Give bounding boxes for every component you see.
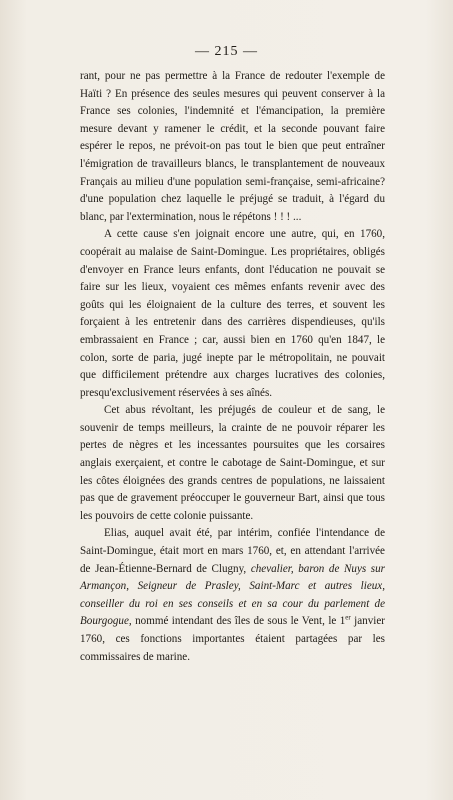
paragraph-1: rant, pour ne pas permettre à la France de redouter l'exemple de Haïti ? En présence des seules mesures qui peuvent conserver à la France ses colonies, l'indemnité et l'émancipation, la première mesure devant y ramener le crédit, et la seconde pouvant faire espérer le repos, ne prévoit-on pas tout le bien que peut entraîner l'émigration de travailleurs blancs, le transplantement de nouveaux Français au milieu d'une population semi-française, semi-africaine? d'une population chez laquelle le préjugé se traduit, à l'égard du blanc, par l'extermination, nous le répétons ! ! ! ... — [80, 70, 385, 223]
paragraph-4 — [80, 525, 385, 666]
page-number: — 215 — — [195, 44, 258, 59]
paragraph-4-middle: nommé intendant des îles de sous le Vent, le 1 — [135, 615, 346, 628]
paragraph-2: A cette cause s'en joignait encore une autre, qui, en 1760, coopérait au malaise de Saint-Domingue. Les propriétaires, obligés d'envoyer en France leurs enfants, dont l'éducation ne pouvait se faire sur les lieux, voyaient ces mêmes enfants revenir avec des goûts qui les éloignaient de la culture des terres, et souvent les forçaient à les entretenir dans des carrières dispendieuses, qu'ils embrassaient en France ; car, aussi bien en 1760 qu'en 1847, le colon, sorte de paria, jugé inepte par le métropolitain, ne pouvait que difficilement prétendre aux charges lucratives des colonies, presqu'exclusivement réservées à ses aînés. — [80, 228, 385, 399]
paragraph-4-end: janvier 1760, ces fonctions importantes étaient partagées par les commissaires de marine. — [80, 615, 385, 663]
paragraph-4-titles: chevalier, baron de Nuys sur Armançon, Seigneur de Prasley, Saint-Marc et autres lieux, conseiller du roi en ses conseils et en sa cour du parlement de Bourgogue, — [80, 562, 385, 628]
body-text — [80, 68, 385, 666]
paragraph-4-intro: Elias, auquel avait été, par intérim, confiée l'intendance de Saint-Domingue, était mort en mars 1760, et, en attendant l'arrivée de Jean-Étienne-Bernard de Clugny, — [80, 527, 385, 575]
paragraph-3: Cet abus révoltant, les préjugés de couleur et de sang, le souvenir de temps meilleurs, la crainte de ne pouvoir réparer les pertes de nègres et les incessantes poursuites que les corsaires anglais exerçaient, et contre le cabotage de Saint-Domingue, et sur les côtes éloignées des grands centres de populations, ne laissaient pas que de gravement préoccuper le gouverneur Bart, ainsi que tous les pouvoirs de cette colonie puissante. — [80, 404, 385, 522]
ordinal-superscript: er — [345, 613, 351, 622]
